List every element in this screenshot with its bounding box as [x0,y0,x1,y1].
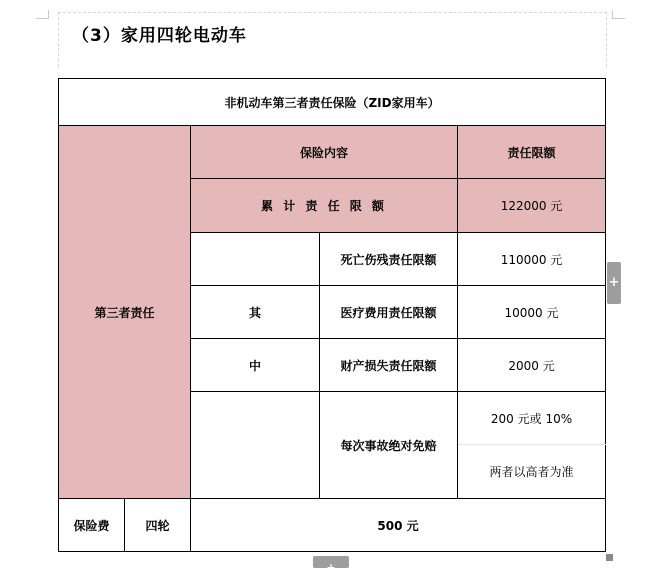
sub-label-cell: 中 [191,339,320,392]
premium-label-cell: 保险费 [59,499,125,552]
deductible-value-cell: 200 元或 10% [458,392,606,445]
premium-type-cell: 四轮 [125,499,191,552]
add-row-button[interactable] [313,556,349,574]
header-limit-cell: 责任限额 [458,126,606,179]
table-title: 非机动车第三者责任保险（ZID家用车） [59,79,606,126]
value-cell: 10000 元 [458,286,606,339]
cumulative-value-cell: 122000 元 [458,179,606,233]
section-heading: （3）家用四轮电动车 [72,26,247,46]
item-cell: 财产损失责任限额 [320,339,458,392]
deductible-label-cell: 每次事故绝对免赔 [320,392,458,499]
value-cell: 110000 元 [458,233,606,286]
table-resize-handle[interactable] [606,554,613,561]
sub-label-blank-cell [191,392,320,499]
header-content-cell: 保险内容 [191,126,458,179]
page-corner-mark [612,10,625,19]
item-cell: 医疗费用责任限额 [320,286,458,339]
premium-value-cell: 500 元 [191,499,606,552]
section-label-cell: 第三者责任 [59,126,191,499]
premium-row [59,499,606,552]
add-column-button[interactable] [607,262,621,304]
table-title-row [59,79,606,126]
sub-label-blank-cell [191,233,320,286]
plus-icon: + [326,561,336,574]
page-corner-mark [36,10,49,19]
value-cell: 2000 元 [458,339,606,392]
plus-icon: + [608,275,620,290]
insurance-table [58,78,606,552]
table-header-row [59,126,606,179]
sub-label-cell: 其 [191,286,320,339]
deductible-note-cell: 两者以高者为准 [458,445,606,499]
cumulative-label-cell: 累 计 责 任 限 额 [191,179,458,233]
item-cell: 死亡伤残责任限额 [320,233,458,286]
